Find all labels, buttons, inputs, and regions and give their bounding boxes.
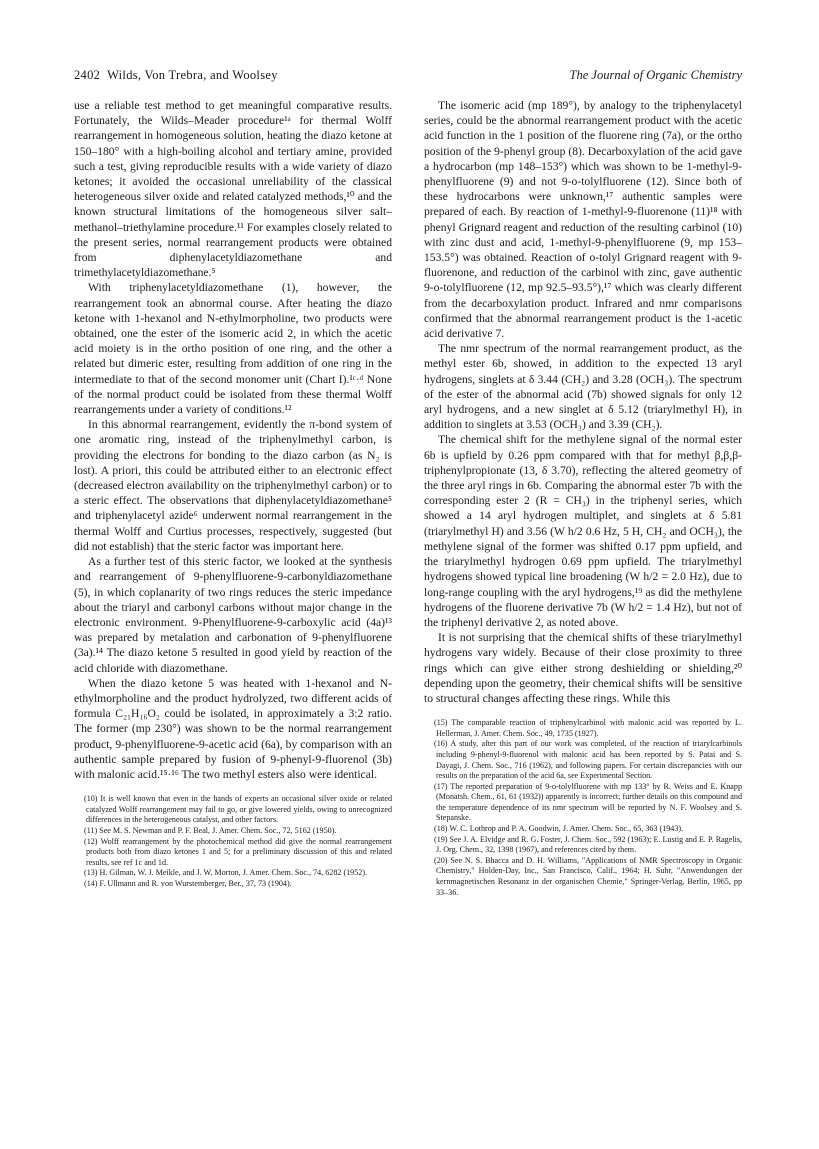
paragraph: With triphenylacetyldiazomethane (1), however, the rearrangement took an abnormal course. After heating the diazo ketone with 1-hexanol and N-ethylmorpholine, two products were obtained, one the ester of the isomeric acid 2, in which the acetic acid moiety is in the ortho position of one ring, and the other a related but dimeric ester, resulting from addition of one ring in the intermediate to that of the second monomer unit (Chart I).¹ᶜ·ᵈ None of the normal product could be isolated from these thermal Wolff rearrangements under a variety of conditions.¹² — [74, 281, 392, 417]
header-left — [74, 68, 278, 83]
footnote: (19) See J. A. Elvidge and R. G. Foster, J. Chem. Soc., 592 (1963); E. Lustig and E. P. Ragelis, J. Org. Chem., 32, 1398 (1967), and references cited by them. — [434, 834, 742, 855]
left-column — [74, 98, 392, 889]
footnotes — [424, 718, 742, 898]
paragraph: In this abnormal rearrangement, evidently the π-bond system of one aromatic ring, instead of the triphenylmethyl carbon, is providing the electrons for bonding to the diazo carbon (as N₂ is lost). A priori, this could be attributed either to an electronic effect (decreased electron availability on the triphenylmethyl carbon) or to a steric effect. The observations that diphenylacetyldiazomethane⁵ and triphenylacetyl azide⁶ underwent normal rearrangement in the thermal Wolff and Curtius processes, respectively, suggested (but did not establish) that the steric factor was important here. — [74, 418, 392, 553]
footnotes — [74, 794, 392, 889]
footnote: (20) See N. S. Bhacca and D. H. Williams, "Applications of NMR Spectroscopy in Organic Chemistry," Holden-Day, Inc., San Francisco, Calif., 1964; H. Suhr, "Anwendungen der kernmagnetischen Resonanz in der organischen Chemie," Springer-Verlag, Berlin, 1965, pp 33–36. — [434, 855, 742, 897]
paragraph: The nmr spectrum of the normal rearrangement product, as the methyl ester 6b, showed, in addition to the expected 13 aryl hydrogens, singlets at δ 3.44 (CH₂) and 3.28 (OCH₃). The spectrum of the ester of the abnormal acid (7b) showed signals for only 12 aryl hydrogens, and a new singlet at δ 5.12 (triarylmethyl H), in addition to singlets at 3.53 (OCH₃) and 3.39 (CH₂). — [424, 342, 742, 432]
right-column — [424, 98, 742, 898]
footnote: (16) A study, after this part of our work was completed, of the reaction of triarylcarbinols including 9-phenyl-9-fluorenol with malonic acid has been reported by S. Patai and S. Dayagi, J. Chem. Soc., 716 (1962), and following papers. For certain discrepancies with our results on the preparation of the acid 6a, see Experimental Section. — [434, 739, 742, 781]
paragraph: It is not surprising that the chemical shifts of these triarylmethyl hydrogens vary widely. Because of their close proximity to three rings which can give either strong deshielding or shielding,²⁰ depending upon the geometry, their chemical shifts will be sensitive to structural changes affecting these rings. While this — [424, 631, 742, 705]
footnote: (15) The comparable reaction of triphenylcarbinol with malonic acid was reported by L. Hellerman, J. Amer. Chem. Soc., 49, 1735 (1927). — [434, 718, 742, 738]
footnote: (12) Wolff rearrangement by the photochemical method did give the normal rearrangement products both from diazo ketones 1 and 5; for a preliminary discussion of this and related results, see ref 1c and 1d. — [84, 836, 392, 867]
footnote: (10) It is well known that even in the hands of experts an occasional silver oxide or related catalyzed Wolff rearrangement may fail to go, or give lowered yields, owing to unrecognized differences in the heterogeneous catalyst, and other factors. — [84, 794, 392, 825]
running-header — [74, 68, 742, 88]
page-number: 2402 — [74, 68, 101, 82]
journal-title: The Journal of Organic Chemistry — [569, 68, 742, 82]
footnote: (17) The reported preparation of 9-o-tolylfluorene with mp 133° by R. Weiss and E. Knapp (Monatsh. Chem., 61, 61 (1932)) apparently is incorrect; further details on this compound and the temperature dependence of its nmr spectrum will be reported by N. F. Woolsey and S. Stepanske. — [434, 781, 742, 823]
paragraph: The isomeric acid (mp 189°), by analogy to the triphenylacetyl series, could be the abnormal rearrangement product with the acetic acid function in the 1 position of the fluorene ring (7a), or the ortho position of the 9-phenyl group (8). Decarboxylation of the acid gave a hydrocarbon (mp 148–153°) which was shown to be 1-methyl-9-phenylfluorene (9) and not 9-o-tolylfluorene (12). Since both of these hydrocarbons were unknown,¹⁷ authentic samples were prepared of each. By reaction of 1-methyl-9-fluorenone (11)¹⁸ with phenyl Grignard reagent and reduction of the resulting carbinol (10) with zinc dust and acid, 1-methyl-9-phenylfluorene (9, mp 153–153.5°) was obtained. Reaction of o-tolyl Grignard reagent with 9-fluorenone, and reduction of the carbinol with zinc, gave authentic 9-o-tolylfluorene (12, mp 92.5–93.5°),¹⁷ which was clearly different from the decarboxylation product. Infrared and nmr comparisons confirmed that the abnormal rearrangement product is the 1-acetic acid derivative 7. — [424, 99, 742, 341]
footnote: (11) See M. S. Newman and P. F. Beal, J. Amer. Chem. Soc., 72, 5162 (1950). — [84, 825, 337, 835]
paragraph: When the diazo ketone 5 was heated with 1-hexanol and N-ethylmorpholine and the product hydrolyzed, two different acids of formula C₂₁H₁₆O₂ could be isolated, in approximately a 3:2 ratio. The former (mp 230°) was shown to be the normal rearrangement product, 9-phenylfluorene-9-acetic acid (6a), by comparison with an authentic sample prepared by fusion of 9-phenyl-9-fluorenol (3b) with malonic acid.¹⁵·¹⁶ The two methyl esters also were identical. — [74, 676, 392, 781]
author-line: Wilds, Von Trebra, and Woolsey — [107, 68, 278, 82]
footnote: (14) F. Ullmann and R. von Wurstemberger, Ber., 37, 73 (1904). — [84, 878, 292, 888]
footnote: (18) W. C. Lothrop and P. A. Goodwin, J. Amer. Chem. Soc., 65, 363 (1943). — [434, 824, 684, 834]
footnote: (13) H. Gilman, W. J. Meikle, and J. W. Morton, J. Amer. Chem. Soc., 74, 6282 (1952). — [84, 868, 368, 878]
paragraph: use a reliable test method to get meaningful comparative results. Fortunately, the Wilds–Meader procedure¹ᵃ for thermal Wolff rearrangement in homogeneous solution, heating the diazo ketone at 150–180° with a high-boiling alcohol and tertiary amine, provided such a test, giving reproducible results with a wide variety of diazo ketones; it avoided the occasional unreliability of the classical heterogeneous silver oxide and related catalyzed methods,¹⁰ and the known structural limitations of the homogeneous silver salt–methanol–triethylamine procedure.¹¹ For examples closely related to the present series, normal rearrangement products were obtained from diphenylacetyldiazomethane and trimethylacetyldiazomethane.⁵ — [74, 99, 392, 280]
paragraph: The chemical shift for the methylene signal of the normal ester 6b is upfield by 0.26 ppm compared with that for methyl β,β,β-triphenylpropionate (13, δ 3.70), reflecting the altered geometry of the three aryl rings in 6b. Comparing the abnormal ester 7b with the corresponding ester 2 (R = CH₃) in the triphenyl series, which showed a 14 aryl hydrogen multiplet, and singlets at δ 5.81 (triarylmethyl H) and 3.56 (W h/2 0.6 Hz, 5 H, CH₂ and OCH₃), the methylene signal of the former was shifted 0.17 ppm upfield, and the triarylmethyl hydrogen 0.69 ppm upfield. The triarylmethyl hydrogens showed typical line broadening (W h/2 = 2.0 Hz), due to long-range coupling with the aryl hydrogens,¹⁹ as did the methylene hydrogens of the fluorene derivative 7b (W h/2 = 1.4 Hz), but not of the triphenyl derivative 2, as noted above. — [424, 433, 742, 629]
paragraph: As a further test of this steric factor, we looked at the synthesis and rearrangement of 9-phenylfluorene-9-carbonyldiazomethane (5), in which coplanarity of two rings reduces the steric impedance about the triaryl and carbonyl carbons without major change in the electronic environment. 9-Phenylfluorene-9-carboxylic acid (4a)¹³ was prepared by metalation and carbonation of 9-phenylfluorene (3a).¹⁴ The diazo ketone 5 resulted in good yield by reaction of the acid chloride with diazomethane. — [74, 555, 392, 675]
